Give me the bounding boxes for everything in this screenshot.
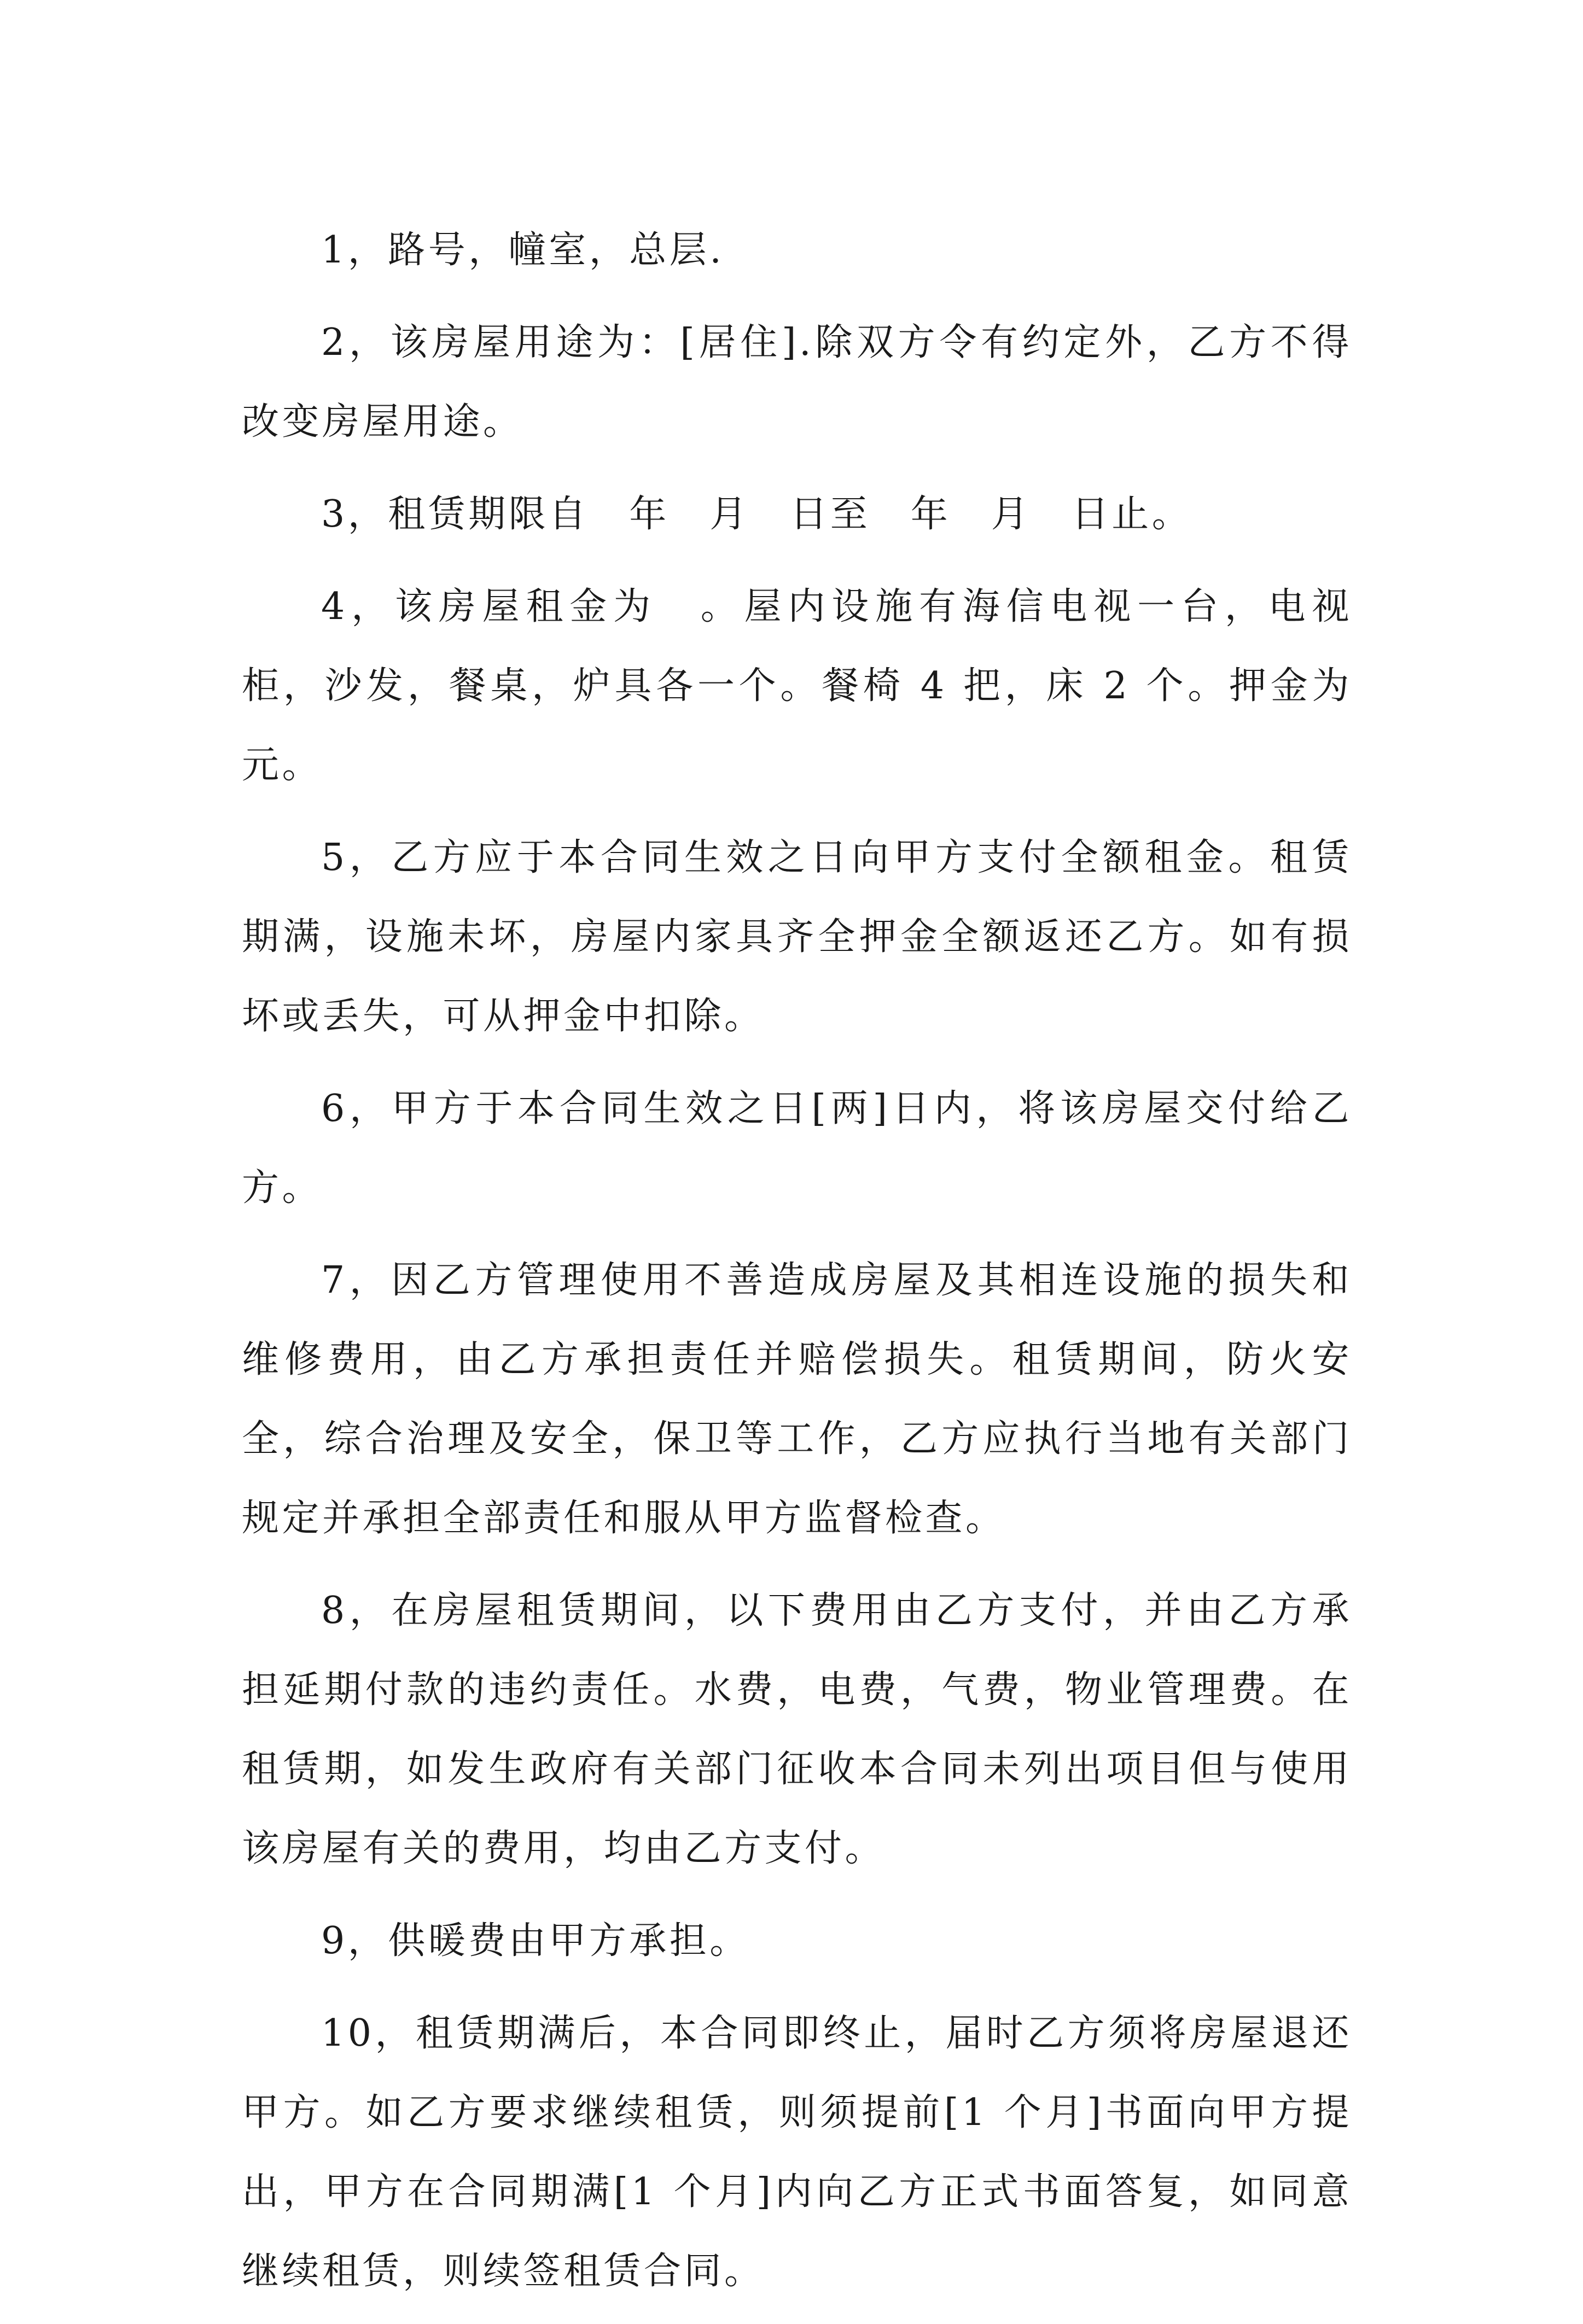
clause-5: 5，乙方应于本合同生效之日向甲方支付全额租金。租赁期满，设施未坏，房屋内家具齐全押金全额返还乙方。如有损坏或丢失，可从押金中扣除。 [242, 836, 1352, 1038]
clause-9: 9，供暖费由甲方承担。 [321, 1919, 750, 1963]
clause-7: 7，因乙方管理使用不善造成房屋及其相连设施的损失和维修费用，由乙方承担责任并赔偿损失。租赁期间，防火安全，综合治理及安全，保卫等工作，乙方应执行当地有关部门规定并承担全部责任和服从甲方监督检查。 [242, 1259, 1352, 1540]
clause-6: 6，甲方于本合同生效之日[两]日内，将该房屋交付给乙方。 [242, 1087, 1352, 1210]
clause-4: 4，该房屋租金为 。屋内设施有海信电视一台，电视柜，沙发，餐桌，炉具各一个。餐椅 4 把，床 2 个。押金为 元。 [242, 585, 1393, 787]
clause-2: 2，该房屋用途为：[居住].除双方令有约定外，乙方不得改变房屋用途。 [242, 321, 1352, 443]
clause-1: 1，路号，幢室，总层. [321, 229, 725, 272]
clause-10: 10，租赁期满后，本合同即终止，届时乙方须将房屋退还甲方。如乙方要求继续租赁，则须提前[1 个月]书面向甲方提出，甲方在合同期满[1 个月]内向乙方正式书面答复，如同意继续租赁，则续签租赁合同。 [242, 2012, 1352, 2293]
clause-3: 3，租赁期限自 年 月 日至 年 月 日止。 [321, 493, 1192, 536]
contract-clauses [242, 211, 1393, 2324]
clause-8: 8，在房屋租赁期间，以下费用由乙方支付，并由乙方承担延期付款的违约责任。水费，电费，气费，物业管理费。在租赁期，如发生政府有关部门征收本合同未列出项目但与使用该房屋有关的费用，均由乙方支付。 [242, 1589, 1352, 1870]
